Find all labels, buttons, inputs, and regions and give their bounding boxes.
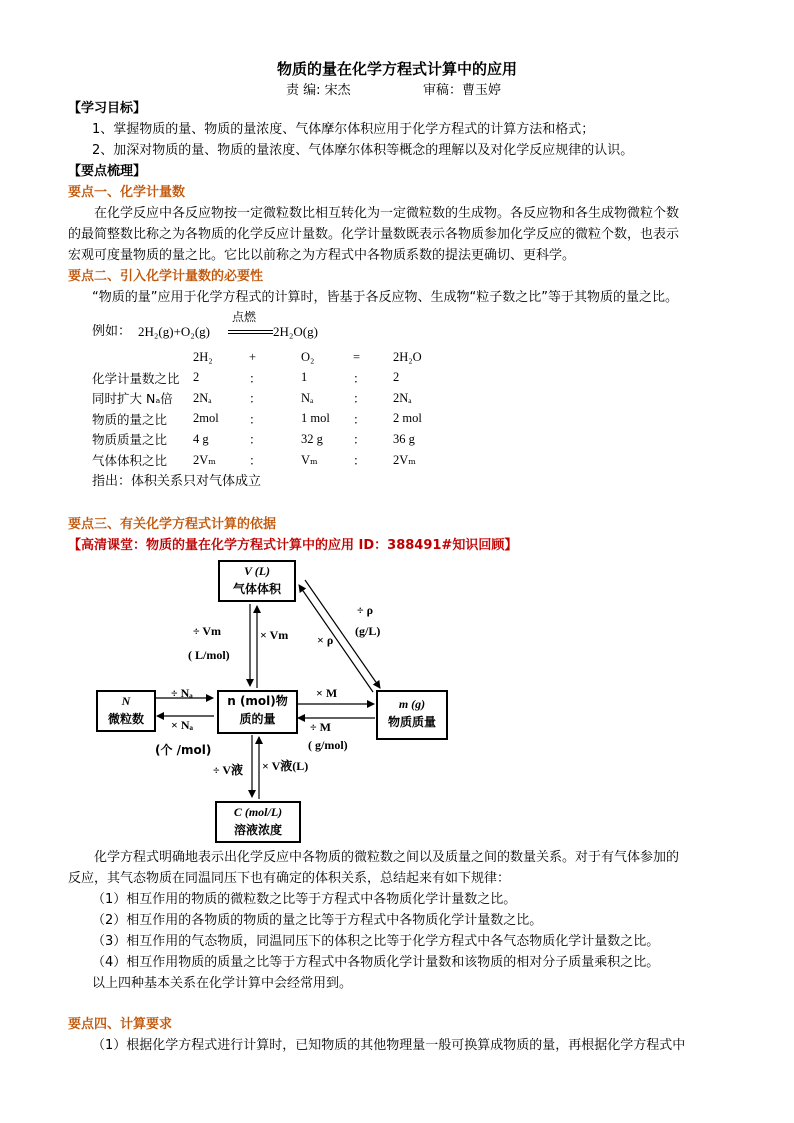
label-rho-unit: (g/L) xyxy=(355,624,381,638)
table-cell: 2H₂O xyxy=(393,349,422,364)
point4-heading: 要点四、计算要求 xyxy=(68,1017,173,1032)
equation-products: 2H₂O(g) xyxy=(273,324,318,339)
point2-intro: “物质的量”应用于化学方程式的计算时，皆基于各反应物、生成物“粒子数之比”等于其物质的量之比。 xyxy=(92,290,678,305)
table-cell: 同时扩大 Nₐ倍 xyxy=(92,391,173,407)
table-cell: 32 g xyxy=(301,431,323,446)
table-cell: ： xyxy=(249,392,262,407)
point1-heading: 要点一、化学计量数 xyxy=(68,185,186,200)
table-cell: Nₐ xyxy=(301,390,314,405)
table-cell: 气体体积之比 xyxy=(92,452,168,468)
table-cell: 2 mol xyxy=(393,411,422,426)
label-na-unit: (个 /mol) xyxy=(155,743,212,757)
table-cell: ： xyxy=(249,371,262,386)
table-cell: 1 mol xyxy=(301,411,330,426)
table-cell: 物质质量之比 xyxy=(92,432,168,448)
table-cell: ： xyxy=(353,412,366,427)
label-m-unit: ( g/mol) xyxy=(308,738,348,752)
table-cell: 36 g xyxy=(393,431,415,446)
summary-heading: 【要点梳理】 xyxy=(68,164,147,179)
goal-item: 1、掌握物质的量、物质的量浓度、气体摩尔体积应用于化学方程式的计算方法和格式； xyxy=(92,122,595,137)
box-amount-of-substance xyxy=(217,690,298,734)
table-cell: ： xyxy=(353,371,366,386)
label-mul-m: × M xyxy=(316,686,338,700)
label-div-vsol: ÷ V液 xyxy=(213,763,244,777)
rule-item: （1）相互作用的物质的微粒数之比等于方程式中各物质化学计量数之比。 xyxy=(92,892,517,907)
table-cell: 化学计量数之比 xyxy=(92,370,180,386)
table-cell: 2Vₘ xyxy=(193,452,216,467)
point2-note: 指出：体积关系只对气体成立 xyxy=(92,474,262,489)
table-cell: 4 g xyxy=(193,431,209,446)
table-cell: ： xyxy=(353,433,366,448)
table-cell: O₂ xyxy=(301,349,315,364)
reviewer-credit: 审稿：曹玉婷 xyxy=(423,83,502,98)
conclusion: 以上四种基本关系在化学计算中会经常用到。 xyxy=(92,976,353,991)
page-title: 物质的量在化学方程式计算中的应用 xyxy=(276,60,517,78)
box-symbol: m (g) xyxy=(398,697,426,711)
box-particle-number xyxy=(96,690,156,732)
goals-heading: 【学习目标】 xyxy=(68,101,147,116)
box-label: 微粒数 xyxy=(107,712,144,726)
table-cell: 2 xyxy=(393,370,400,385)
point3-heading: 要点三、有关化学方程式计算的依据 xyxy=(68,517,277,532)
paragraph-line: 宏观可度量物质的量之比。它比以前称之为方程式中各物质系数的提法更确切、更科学。 xyxy=(68,248,576,263)
paragraph-line: 在化学反应中各反应物按一定微粒数比相互转化为一定微粒数的生成物。各反应物和各生成物微粒个数 xyxy=(94,206,680,221)
paragraph-line: （1）根据化学方程式进行计算时，已知物质的其他物理量一般可换算成物质的量，再根据化学方程式中 xyxy=(92,1038,686,1053)
table-cell: 2Nₐ xyxy=(193,390,212,405)
paragraph-line: 反应，其气态物质在同温同压下也有确定的体积关系，总结起来有如下规律： xyxy=(68,871,511,886)
rule-item: （4）相互作用物质的质量之比等于方程式中各物质化学计量数和该物质的相对分子质量乘积之比。 xyxy=(92,955,660,970)
example-label: 例如： xyxy=(92,324,132,339)
label-mul-na: × Nₐ xyxy=(171,718,194,732)
table-cell: + xyxy=(249,349,257,364)
editor-credit: 责 编: 宋杰 xyxy=(286,83,351,98)
table-cell: ： xyxy=(353,392,366,407)
table-cell: 2H₂ xyxy=(193,349,213,364)
rule-item: （3）相互作用的气态物质，同温同压下的体积之比等于化学方程式中各气态物质化学计量数之比。 xyxy=(92,934,660,949)
equation-reactants: 2H₂(g)+O₂(g) xyxy=(138,324,210,339)
table-cell: 2 xyxy=(193,370,200,385)
table-cell: 2mol xyxy=(193,411,219,426)
label-div-na: ÷ Nₐ xyxy=(171,686,193,700)
goal-item: 2、加深对物质的量、物质的量浓度、气体摩尔体积等概念的理解以及对化学反应规律的认识。 xyxy=(92,143,634,158)
paragraph-line: 的最简整数比称之为各物质的化学反应计量数。化学计量数既表示各物质参加化学反应的微粒个数，也表示 xyxy=(68,227,680,242)
box-concentration xyxy=(215,801,301,843)
equation-condition: 点燃 xyxy=(232,310,257,324)
table-cell: = xyxy=(353,349,361,364)
box-label: 溶液浓度 xyxy=(233,823,282,837)
table-cell: 2Nₐ xyxy=(393,390,412,405)
table-cell: ： xyxy=(353,453,366,468)
box-symbol: C (mol/L) xyxy=(233,805,283,819)
box-gas-volume xyxy=(218,560,296,602)
paragraph-line: 化学方程式明确地表示出化学反应中各物质的微粒数之间以及质量之间的数量关系。对于有气体参加的 xyxy=(94,850,680,865)
label-div-rho: ÷ ρ xyxy=(357,603,374,617)
box-label: 物质质量 xyxy=(387,715,436,729)
box-symbol: n (mol)物 xyxy=(227,694,288,708)
label-div-m: ÷ M xyxy=(310,720,331,734)
lecture-link[interactable]: 【高清课堂：物质的量在化学方程式计算中的应用 ID：388491#知识回顾】 xyxy=(68,538,518,553)
box-mass xyxy=(376,690,448,740)
label-mul-vsol: × V液(L) xyxy=(262,759,309,773)
label-mul-vm: × Vm xyxy=(260,628,289,642)
label-div-vm: ÷ Vm xyxy=(193,624,222,638)
point2-heading: 要点二、引入化学计量数的必要性 xyxy=(68,269,264,284)
label-mul-rho: × ρ xyxy=(317,633,334,647)
rule-item: （2）相互作用的各物质的物质的量之比等于方程式中各物质化学计量数之比。 xyxy=(92,913,543,928)
label-vm-unit: ( L/mol) xyxy=(188,648,230,662)
box-label: 气体体积 xyxy=(232,582,281,596)
box-symbol: N xyxy=(121,694,131,708)
table-cell: Vₘ xyxy=(301,452,318,467)
box-label: 质的量 xyxy=(239,712,276,726)
table-cell: ： xyxy=(249,433,262,448)
table-cell: ： xyxy=(249,412,262,427)
table-cell: 物质的量之比 xyxy=(92,411,168,427)
table-cell: 2Vₘ xyxy=(393,452,416,467)
box-symbol: V (L) xyxy=(243,564,271,578)
table-cell: ： xyxy=(249,453,262,468)
table-cell: 1 xyxy=(301,370,308,385)
